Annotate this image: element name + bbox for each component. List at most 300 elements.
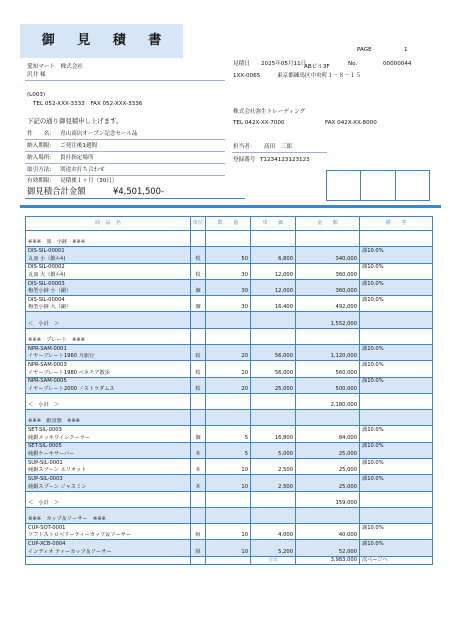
- table-row: [26, 499, 433, 507]
- total-amount-box: [25, 184, 245, 199]
- cell-unit: [191, 279, 206, 287]
- cell-unit: [191, 426, 206, 434]
- cell-name: [26, 410, 191, 418]
- cell-amount: [296, 524, 360, 532]
- cell-unit: [191, 475, 206, 483]
- table-row: [26, 353, 433, 361]
- cell-qty: 30: [206, 271, 251, 279]
- cell-amount: 25,000: [296, 483, 360, 491]
- cell-amount: 500,000: [296, 385, 360, 393]
- cell-amount: 360,000: [296, 271, 360, 279]
- cell-unit: [191, 393, 206, 401]
- cell-qty: [206, 344, 251, 352]
- cell-note: [360, 450, 433, 458]
- table-row: [26, 247, 433, 255]
- cell-amount: 25,000: [296, 467, 360, 475]
- cell-note: [360, 336, 433, 344]
- cell-qty: [206, 263, 251, 271]
- cell-qty: 30: [206, 304, 251, 312]
- cell-amount: [296, 458, 360, 466]
- cell-note: [360, 328, 433, 336]
- cell-qty: [206, 239, 251, 247]
- cell-price: [251, 458, 296, 466]
- cell-amount: [296, 263, 360, 271]
- cell-amount: 560,000: [296, 369, 360, 377]
- table-row: [26, 369, 433, 377]
- cell-name: NPR-SAM-0001: [26, 344, 191, 352]
- table-row: [26, 231, 433, 239]
- table-row: [26, 483, 433, 491]
- cell-unit: [191, 296, 206, 304]
- cell-price: 2,500: [251, 483, 296, 491]
- cell-unit: [191, 344, 206, 352]
- cell-amount: [296, 247, 360, 255]
- cell-qty: [206, 377, 251, 385]
- cell-unit: [191, 377, 206, 385]
- stamp-box: [361, 171, 395, 200]
- cell-unit: 枚: [191, 385, 206, 393]
- cell-qty: [206, 418, 251, 426]
- table-row: [26, 475, 433, 483]
- header-name: 商 品 名: [26, 217, 191, 231]
- staff-label: 担当者：: [233, 144, 256, 150]
- cell-unit: 個: [191, 287, 206, 295]
- cell-qty: [206, 458, 251, 466]
- cell-name: ソフトストロベリーティーカップ＆ソーサー: [26, 532, 191, 540]
- cell-name: [26, 312, 191, 320]
- reg-number: T1234123123123: [260, 157, 310, 163]
- cell-price: 12,000: [251, 287, 296, 295]
- cell-qty: [206, 361, 251, 369]
- cell-unit: [191, 507, 206, 515]
- cell-price: [251, 426, 296, 434]
- cell-price: [251, 540, 296, 548]
- cell-qty: [206, 426, 251, 434]
- cell-name: 純銀スプーン エリオット: [26, 467, 191, 475]
- cell-unit: [191, 336, 206, 344]
- quote-no: 00000044: [383, 61, 412, 67]
- cell-price: 6,800: [251, 255, 296, 263]
- cell-name: 純銀スプーン ジャスミン: [26, 483, 191, 491]
- cell-amount: [296, 312, 360, 320]
- quote-no-label: No.: [348, 61, 358, 67]
- table-row: [26, 507, 433, 515]
- cell-amount: [296, 507, 360, 515]
- cell-price: [251, 507, 296, 515]
- issuer-fax: FAX 042X-XX-8000: [325, 120, 377, 126]
- cell-price: [251, 279, 296, 287]
- cell-amount: 360,000: [296, 287, 360, 295]
- table-row: [26, 377, 433, 385]
- cell-note: [360, 532, 433, 540]
- cell-price: [251, 442, 296, 450]
- cell-unit: 枚: [191, 353, 206, 361]
- total-amount-label: 御見積合計金額: [27, 186, 86, 196]
- cell-unit: 個: [191, 304, 206, 312]
- cell-unit: [191, 247, 206, 255]
- cell-qty: 5: [206, 450, 251, 458]
- cell-qty: [206, 540, 251, 548]
- cell-unit: [191, 540, 206, 548]
- cond-value-place: 貴社指定場所: [60, 155, 94, 161]
- cell-price: [251, 418, 296, 426]
- cell-amount: [296, 515, 360, 523]
- cell-unit: 枚: [191, 271, 206, 279]
- cell-unit: [191, 401, 206, 409]
- cell-note: [360, 320, 433, 328]
- quote-date: 2025年05月11日: [261, 61, 307, 67]
- cell-price: 4,000: [251, 532, 296, 540]
- table-row: [26, 458, 433, 466]
- cell-unit: [191, 231, 206, 239]
- cell-qty: [206, 507, 251, 515]
- cell-name: NPR-SAM-0005: [26, 377, 191, 385]
- table-row: [26, 515, 433, 523]
- cell-amount: 52,000: [296, 548, 360, 556]
- cell-unit: [191, 263, 206, 271]
- cell-amount: [296, 377, 360, 385]
- table-row: [26, 467, 433, 475]
- staff-name: 高田 三郎: [264, 144, 292, 150]
- cell-note: 課10.0%: [360, 442, 433, 450]
- header-note: 備 考: [360, 217, 433, 231]
- cond-value-deadline: ご発注後1週間: [60, 143, 98, 149]
- cell-amount: [296, 418, 360, 426]
- cell-note: [360, 548, 433, 556]
- cell-price: [251, 239, 296, 247]
- cell-note: 課10.0%: [360, 263, 433, 271]
- cell-empty: [206, 556, 251, 564]
- staff-underline: [232, 152, 327, 153]
- cell-qty: [206, 296, 251, 304]
- cell-price: [251, 410, 296, 418]
- cell-amount: 84,000: [296, 434, 360, 442]
- issuer-tel: TEL 042X-XX-7000: [233, 120, 285, 126]
- cell-name: ＜ 小計 ＞: [26, 401, 191, 409]
- cond-label-validity: 有効期限：: [27, 178, 55, 184]
- cell-name: [26, 231, 191, 239]
- cell-qty: [206, 328, 251, 336]
- cell-price: [251, 524, 296, 532]
- cell-unit: [191, 312, 206, 320]
- customer-attn: 沢井 様: [27, 72, 46, 78]
- cell-name: イヤープレート2000 ノストラダムス: [26, 385, 191, 393]
- cell-amount: 25,000: [296, 450, 360, 458]
- cond-label-method: 取引方法：: [27, 167, 55, 173]
- cell-amount: [296, 393, 360, 401]
- cell-name: 純銀ケーキサーバー: [26, 450, 191, 458]
- cell-name: DIS-SIL-00002: [26, 263, 191, 271]
- cell-note: [360, 507, 433, 515]
- cell-note: 課10.0%: [360, 279, 433, 287]
- cell-qty: [206, 393, 251, 401]
- cell-qty: [206, 279, 251, 287]
- table-row: [26, 385, 433, 393]
- cell-note: [360, 353, 433, 361]
- table-row: [26, 255, 433, 263]
- cell-note: [360, 287, 433, 295]
- greeting: 下記の通り御見積申し上げます。: [27, 117, 123, 125]
- cell-unit: [191, 442, 206, 450]
- cell-name: DIS-SIL-00001: [26, 247, 191, 255]
- cell-unit: [191, 499, 206, 507]
- cell-amount: [296, 344, 360, 352]
- cell-note: 課10.0%: [360, 296, 433, 304]
- cell-price: [251, 491, 296, 499]
- table-row: [26, 287, 433, 295]
- cell-amount: [296, 491, 360, 499]
- stamp-box: [327, 171, 361, 200]
- cell-price: [251, 499, 296, 507]
- cell-amount: [296, 361, 360, 369]
- cell-amount: [296, 239, 360, 247]
- cond-line: [25, 151, 225, 152]
- items-table: [25, 216, 433, 565]
- table-row: [26, 540, 433, 548]
- cell-name: SET-SIL-0005: [26, 442, 191, 450]
- cell-name: SET-SIL-0003: [26, 426, 191, 434]
- reg-label: 登録番号: [233, 157, 256, 163]
- cell-name: [26, 328, 191, 336]
- cell-name: [26, 507, 191, 515]
- cell-qty: 5: [206, 434, 251, 442]
- cell-unit: [191, 515, 206, 523]
- cell-qty: [206, 401, 251, 409]
- cell-price: [251, 377, 296, 385]
- cell-name: 丸皿 小（銀ﾒｯｷ): [26, 255, 191, 263]
- cell-unit: [191, 491, 206, 499]
- cell-name: イヤープレート1980 ベネチア散歩: [26, 369, 191, 377]
- cell-note: [360, 385, 433, 393]
- table-row: [26, 524, 433, 532]
- cell-name: NPR-SAM-0003: [26, 361, 191, 369]
- table-row: [26, 393, 433, 401]
- table-row: [26, 450, 433, 458]
- cell-unit: [191, 361, 206, 369]
- cell-unit: [191, 328, 206, 336]
- cell-unit: 組: [191, 548, 206, 556]
- header-unit: 単位: [191, 217, 206, 231]
- table-row: [26, 304, 433, 312]
- cell-note: 課10.0%: [360, 524, 433, 532]
- cell-qty: [206, 231, 251, 239]
- cell-name: 梅型小鉢 大（銅）: [26, 304, 191, 312]
- table-row: [26, 401, 433, 409]
- total-amount-value: ¥4,501,500-: [113, 186, 164, 196]
- customer-underline: [25, 80, 225, 81]
- cell-empty: [191, 556, 206, 564]
- cell-amount: 40,000: [296, 532, 360, 540]
- issuer-building: ABビル3F: [304, 64, 330, 70]
- cell-qty: [206, 491, 251, 499]
- header-amount: 金 額: [296, 217, 360, 231]
- quote-date-label: 見積日: [233, 61, 250, 67]
- cond-label-subject: 件 名：: [27, 131, 55, 137]
- cell-amount: [296, 328, 360, 336]
- customer-code: (L003): [27, 92, 46, 98]
- cell-unit: [191, 320, 206, 328]
- cell-qty: [206, 410, 251, 418]
- cell-note: 課10.0%: [360, 247, 433, 255]
- cell-price: [251, 344, 296, 352]
- cond-label-deadline: 納入期限：: [27, 143, 55, 149]
- cell-qty: 10: [206, 483, 251, 491]
- cell-amount: 1,120,000: [296, 353, 360, 361]
- cell-note: 課10.0%: [360, 426, 433, 434]
- cell-amount: [296, 475, 360, 483]
- cell-note: 課10.0%: [360, 458, 433, 466]
- cell-note: [360, 271, 433, 279]
- table-row: [26, 548, 433, 556]
- stamp-boxes: [326, 170, 430, 201]
- cell-name: ※※※ カップ＆ソーサー ※※※: [26, 515, 191, 523]
- cell-unit: 本: [191, 450, 206, 458]
- cell-name: ＜ 小計 ＞: [26, 320, 191, 328]
- cell-name: SUP-SIL-0001: [26, 458, 191, 466]
- table-row: [26, 442, 433, 450]
- table-row: [26, 312, 433, 320]
- cell-name: 丸皿 大（銀ﾒｯｷ): [26, 271, 191, 279]
- cell-price: 16,800: [251, 434, 296, 442]
- cell-price: 56,000: [251, 353, 296, 361]
- cell-note: [360, 255, 433, 263]
- cell-qty: [206, 320, 251, 328]
- cell-note: [360, 369, 433, 377]
- cell-note: 課10.0%: [360, 377, 433, 385]
- cell-price: [251, 328, 296, 336]
- cell-qty: [206, 524, 251, 532]
- cond-value-validity: 見積後１ヶ月（30日）: [60, 178, 118, 184]
- cell-amount: [296, 336, 360, 344]
- cell-note: [360, 499, 433, 507]
- cell-name: CUP-XCB-0004: [26, 540, 191, 548]
- cell-note: [360, 483, 433, 491]
- cell-note: 課10.0%: [360, 475, 433, 483]
- cell-amount: [296, 231, 360, 239]
- total-label: 合計: [251, 556, 296, 564]
- cell-unit: [191, 418, 206, 426]
- cell-unit: [191, 458, 206, 466]
- cell-amount: [296, 442, 360, 450]
- cond-line: [25, 139, 225, 140]
- cell-qty: [206, 475, 251, 483]
- page-label: PAGE: [357, 47, 372, 53]
- cell-qty: 50: [206, 255, 251, 263]
- cell-price: 2,500: [251, 467, 296, 475]
- table-row: [26, 263, 433, 271]
- next-page-note: 次ページへ: [360, 556, 433, 564]
- cell-unit: 本: [191, 483, 206, 491]
- cell-name: CUP-SOT-0001: [26, 524, 191, 532]
- cell-qty: [206, 499, 251, 507]
- cell-unit: 本: [191, 467, 206, 475]
- cell-note: 課10.0%: [360, 540, 433, 548]
- page-number: 1: [404, 47, 408, 53]
- cell-amount: [296, 426, 360, 434]
- cell-unit: 枚: [191, 255, 206, 263]
- table-row: [26, 361, 433, 369]
- cell-name: イヤープレート1960 月旅行: [26, 353, 191, 361]
- cell-name: ※※※ 銀食器 ※※※: [26, 418, 191, 426]
- cell-qty: [206, 515, 251, 523]
- table-row: [26, 344, 433, 352]
- cell-unit: 組: [191, 532, 206, 540]
- cell-name: ※※※ 皿 小鉢 ※※※: [26, 239, 191, 247]
- cell-price: 25,000: [251, 385, 296, 393]
- cell-amount: [296, 296, 360, 304]
- issuer-postal: 1XX-0065: [233, 73, 261, 79]
- cell-note: [360, 434, 433, 442]
- cell-price: [251, 393, 296, 401]
- cell-name: DIS-SIL-00004: [26, 296, 191, 304]
- cell-price: 12,000: [251, 271, 296, 279]
- cell-note: 課10.0%: [360, 344, 433, 352]
- cell-qty: 30: [206, 287, 251, 295]
- document-title: 御 見 積 書: [20, 24, 183, 58]
- cell-name: SUP-SIL-0003: [26, 475, 191, 483]
- cell-name: 梅型小鉢 小（銅）: [26, 287, 191, 295]
- header-price: 単 価: [251, 217, 296, 231]
- cell-amount: 159,000: [296, 499, 360, 507]
- table-row: [26, 434, 433, 442]
- cell-note: [360, 410, 433, 418]
- table-row: [26, 336, 433, 344]
- cond-label-place: 納入場所：: [27, 155, 55, 161]
- table-row: [26, 328, 433, 336]
- cell-price: [251, 263, 296, 271]
- cell-name: インディオ ティーカップ＆ソーサー: [26, 548, 191, 556]
- cell-unit: [191, 524, 206, 532]
- cell-price: [251, 312, 296, 320]
- cell-amount: 2,180,000: [296, 401, 360, 409]
- cell-qty: 10: [206, 548, 251, 556]
- cell-qty: 10: [206, 369, 251, 377]
- cell-price: [251, 231, 296, 239]
- cell-qty: 10: [206, 467, 251, 475]
- cell-price: [251, 320, 296, 328]
- cell-note: [360, 401, 433, 409]
- cell-note: [360, 239, 433, 247]
- stamp-box: [396, 171, 429, 200]
- table-row: [26, 418, 433, 426]
- cell-name: ※※※ プレート ※※※: [26, 336, 191, 344]
- cell-price: [251, 247, 296, 255]
- cond-value-method: 別途お打ち合わせ: [60, 167, 105, 173]
- cell-price: 16,400: [251, 304, 296, 312]
- customer-tel: TEL 052-XXX-3333 FAX 052-XXX-3336: [33, 101, 143, 107]
- cell-note: [360, 393, 433, 401]
- cell-qty: [206, 247, 251, 255]
- cell-qty: [206, 442, 251, 450]
- cell-price: [251, 401, 296, 409]
- total-row: [26, 556, 433, 564]
- cell-unit: [191, 239, 206, 247]
- cell-price: [251, 336, 296, 344]
- cond-value-subject: 青山商店オープン記念セール品: [60, 131, 138, 137]
- cell-name: [26, 491, 191, 499]
- total-value: 3,983,000: [296, 556, 360, 564]
- cell-qty: [206, 336, 251, 344]
- accent-band: [20, 205, 441, 208]
- cell-empty: [26, 556, 191, 564]
- cell-qty: 20: [206, 353, 251, 361]
- cell-amount: [296, 279, 360, 287]
- table-row: [26, 320, 433, 328]
- cell-qty: 10: [206, 532, 251, 540]
- cell-name: ＜ 小計 ＞: [26, 499, 191, 507]
- table-row: [26, 271, 433, 279]
- table-row: [26, 532, 433, 540]
